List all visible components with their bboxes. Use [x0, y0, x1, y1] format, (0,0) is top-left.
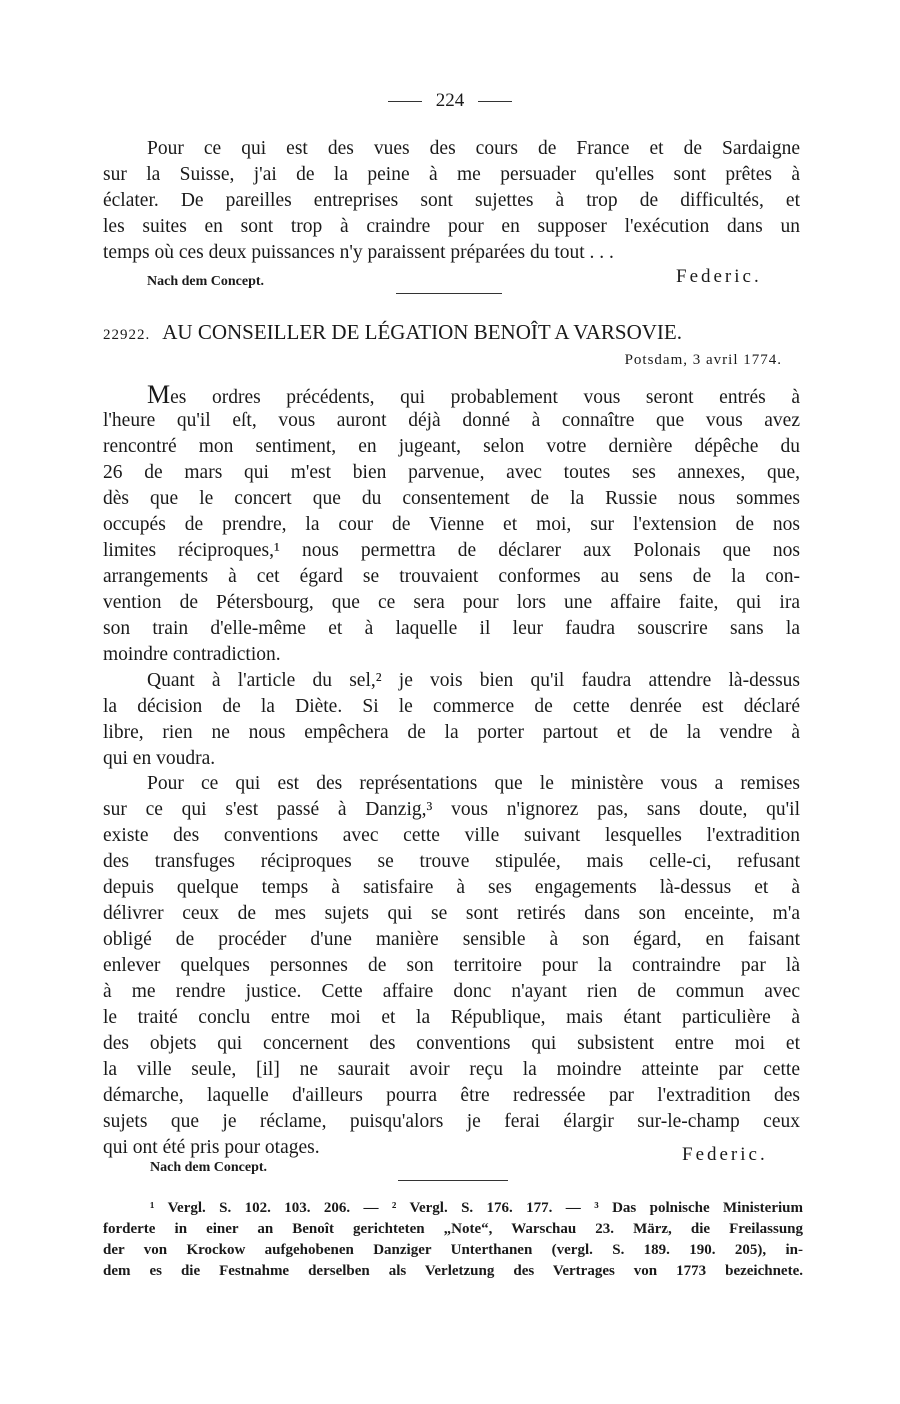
header-rule-right	[478, 101, 512, 102]
para-d-line: sur ce qui s'est passé à Danzig,³ vous n'ignorez pas, sans doute, qu'il	[103, 799, 800, 820]
source-note: Nach dem Concept.	[147, 274, 265, 289]
header-rule-left	[388, 101, 422, 102]
para-d-line: enlever quelques personnes de son territoire pour la contraindre par là	[103, 955, 800, 976]
para-a-line: sur la Suisse, j'ai de la peine à me persuader qu'elles sont prêtes à	[103, 164, 800, 185]
para-b-line: 26 de mars qui m'est bien parvenue, avec toutes ses annexes, que,	[103, 462, 800, 483]
letter-heading	[103, 320, 803, 345]
para-d-line: des transfuges réciproques se trouve stipulée, mais celle-ci, refusant	[103, 851, 800, 872]
para-a-line: éclater. De pareilles entreprises sont sujettes à trop de difficultés, et	[103, 190, 800, 211]
para-b-line: arrangements à cet égard se trouvaient conformes au sens de la con-	[103, 566, 800, 587]
para-d-line: obligé de procéder d'une manière sensible à son égard, en faisant	[103, 929, 800, 950]
para-b-line: vention de Pétersbourg, que ce sera pour lors une affaire faite, qui ira	[103, 592, 800, 613]
signature: Federic.	[676, 266, 762, 287]
page-number-header	[0, 90, 900, 112]
footnote-line: forderte in einer an Benoît gerichteten „Note“, Warschau 23. März, die Freilassung	[103, 1221, 803, 1237]
section-divider	[396, 293, 502, 294]
para-d-line: démarche, laquelle d'ailleurs pourra être redressée par l'extradition des	[103, 1085, 800, 1106]
letter-title: AU CONSEILLER DE LÉGATION BENOÎT A VARSOVIE.	[162, 320, 682, 344]
para-c-line: qui en voudra.	[103, 748, 216, 769]
signature: Federic.	[682, 1144, 768, 1165]
para-c-line: la décision de la Diète. Si le commerce de cette denrée est déclaré	[103, 696, 800, 717]
para-b-line: moindre contradiction.	[103, 644, 281, 665]
para-b-line-1: Mes ordres précédents, qui probablement vous seront entrés à	[147, 380, 800, 409]
para-a-line: les suites en sont trop à craindre pour en supposer l'exécution dans un	[103, 216, 800, 237]
para-d-line: qui ont été pris pour otages.	[103, 1137, 320, 1158]
para-c-line: libre, rien ne nous empêchera de la porter partout et de la vendre à	[103, 722, 800, 743]
para-d-line: depuis quelque temps à satisfaire à ses engagements là-dessus et à	[103, 877, 800, 898]
letter-number: 22922.	[103, 327, 151, 343]
initial-letter: M	[147, 380, 171, 409]
para-a-line: temps où ces deux puissances n'y paraissent préparées du tout . . .	[103, 242, 614, 263]
para-d-line: des objets qui concernent des conventions qui subsistent entre moi et	[103, 1033, 800, 1054]
para-b-line: son train d'elle-même et à laquelle il leur faudra souscrire sans la	[103, 618, 800, 639]
source-note: Nach dem Concept.	[150, 1160, 268, 1175]
para-a-line: Pour ce qui est des vues des cours de France et de Sardaigne	[147, 138, 800, 159]
para-d-line: existe des conventions avec cette ville suivant lesquelles l'extradition	[103, 825, 800, 846]
footnote-line: der von Krockow aufgehobenen Danziger Unterthanen (vergl. S. 189. 190. 205), in-	[103, 1242, 803, 1258]
footnote-line: dem es die Festnahme derselben als Verletzung des Vertrages von 1773 bezeichnete.	[103, 1263, 803, 1279]
para-b-line: occupés de prendre, la cour de Vienne et moi, sur l'extension de nos	[103, 514, 800, 535]
para-d-line: la ville seule, [il] ne saurait avoir reçu la moindre atteinte par cette	[103, 1059, 800, 1080]
para-d-line: le traité conclu entre moi et la République, mais étant particulière à	[103, 1007, 800, 1028]
para-d-line: à me rendre justice. Cette affaire donc n'ayant rien de commun avec	[103, 981, 800, 1002]
para-d-line: Pour ce qui est des représentations que le ministère vous a remises	[147, 773, 800, 794]
para-b-line: rencontré mon sentiment, en jugeant, selon votre dernière dépêche du	[103, 436, 800, 457]
para-d-line: sujets que je réclame, puisqu'alors je ferai élargir sur-le-champ ceux	[103, 1111, 800, 1132]
dateline: Potsdam, 3 avril 1774.	[624, 352, 782, 368]
para-c-line: Quant à l'article du sel,² je vois bien qu'il faudra attendre là-dessus	[147, 670, 800, 691]
section-divider	[398, 1180, 508, 1181]
para-b-line: limites réciproques,¹ nous permettra de déclarer aux Polonais que nos	[103, 540, 800, 561]
para-b-line: l'heure qu'il eſt, vous auront déjà donné à connaître que vous avez	[103, 410, 800, 431]
page-number: 224	[435, 90, 465, 111]
para-b-line: dès que le concert que du consentement de la Russie nous sommes	[103, 488, 800, 509]
para-d-line: délivrer ceux de mes sujets qui se sont retirés dans son enceinte, m'a	[103, 903, 800, 924]
footnote-line: ¹ Vergl. S. 102. 103. 206. — ² Vergl. S. 176. 177. — ³ Das polnische Ministerium	[150, 1200, 803, 1216]
